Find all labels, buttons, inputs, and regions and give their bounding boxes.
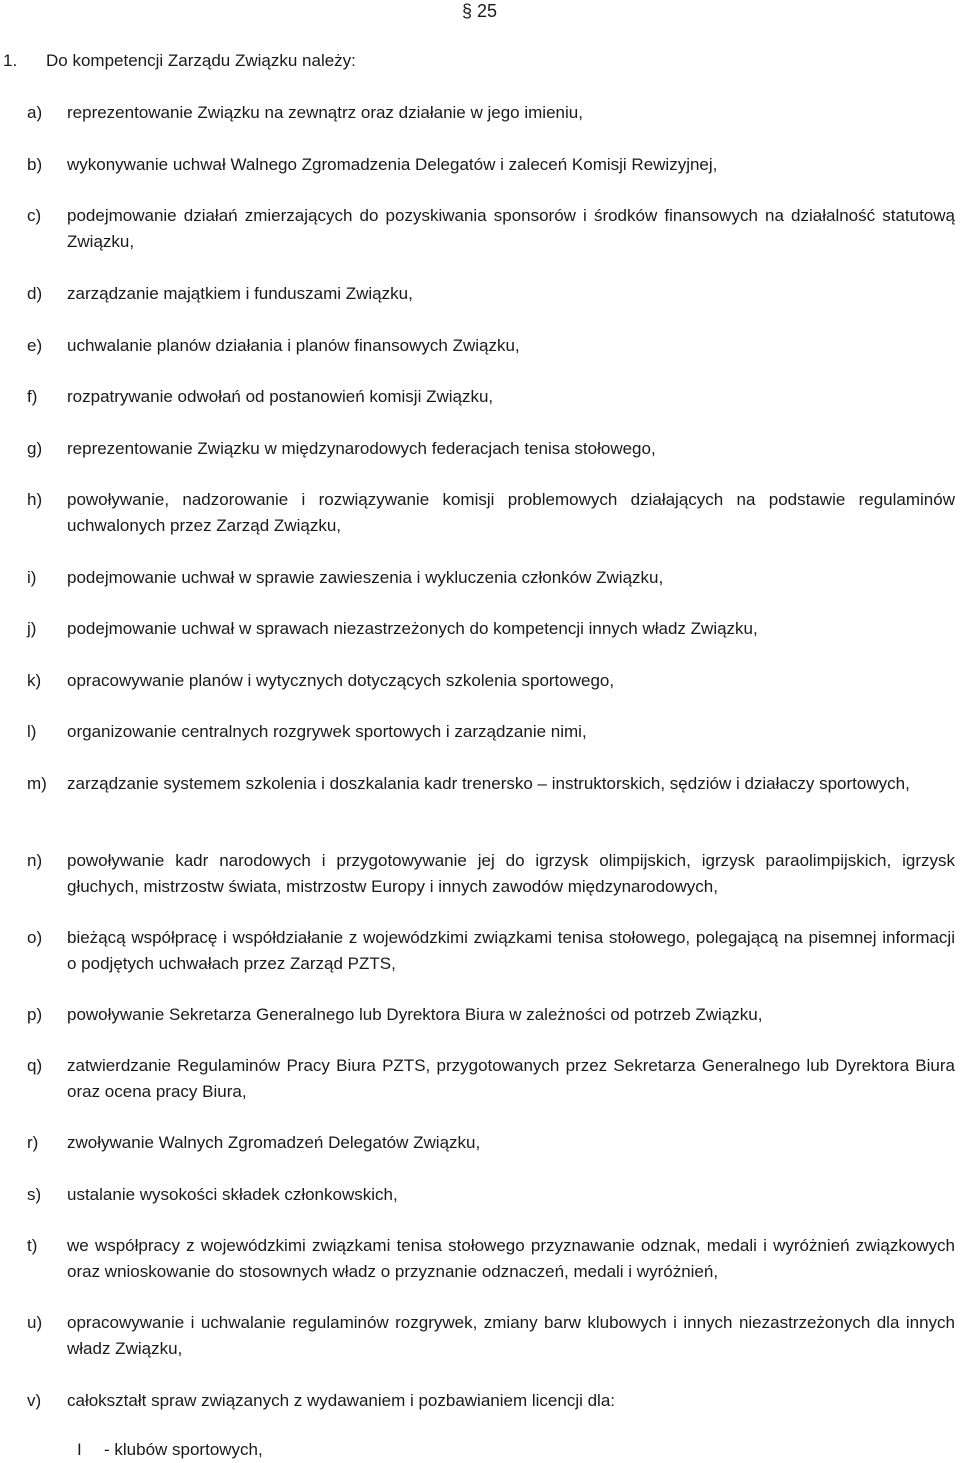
list-item-letter: k) (27, 671, 42, 690)
list-item-text: we współpracy z wojewódzkimi związkami tenisa stołowego przyznawanie odznak, medali i wyróżnień związkowych oraz wnioskowanie do stosownych władz o przyznanie odznaczeń, medali i wyróżnień, (67, 1236, 955, 1281)
list-item-text: rozpatrywanie odwołań od postanowień komisji Związku, (67, 387, 494, 406)
list-item-text: reprezentowanie Związku na zewnątrz oraz działanie w jego imieniu, (67, 103, 583, 122)
list-item-text: reprezentowanie Związku w międzynarodowych federacjach tenisa stołowego, (67, 439, 656, 458)
list-item-letter: o) (27, 928, 43, 947)
list-item-text: zarządzanie majątkiem i funduszami Związku, (67, 284, 413, 303)
list-item-letter: c) (27, 206, 42, 225)
list-item-text: organizowanie centralnych rozgrywek sportowych i zarządzanie nimi, (67, 722, 587, 741)
section-number: § 25 (462, 1, 498, 21)
list-item-letter: h) (27, 490, 43, 509)
list-item-letter: e) (27, 336, 43, 355)
list-item-letter: t) (27, 1236, 38, 1255)
list-item-letter: s) (27, 1185, 42, 1204)
list-item-text: całokształt spraw związanych z wydawaniem i pozbawianiem licencji dla: (67, 1391, 616, 1410)
list-item-text: ustalanie wysokości składek członkowskich, (67, 1185, 398, 1204)
list-item-text: wykonywanie uchwał Walnego Zgromadzenia Delegatów i zaleceń Komisji Rewizyjnej, (67, 155, 718, 174)
list-item-letter: v) (27, 1391, 42, 1410)
list-item-text: zarządzanie systemem szkolenia i doszkalania kadr trenersko – instruktorskich, sędziów i działaczy sportowych, (67, 774, 910, 793)
list-item-text: powoływanie Sekretarza Generalnego lub Dyrektora Biura w zależności od potrzeb Związku, (67, 1005, 763, 1024)
list-item-letter: u) (27, 1313, 43, 1332)
sub-list-item-text: - klubów sportowych, (104, 1440, 263, 1459)
list-item-text: powoływanie, nadzorowanie i rozwiązywanie komisji problemowych działających na podstawie regulaminów uchwalonych przez Zarząd Związku, (67, 490, 955, 535)
list-item-letter: i) (27, 568, 37, 587)
list-item-letter: q) (27, 1056, 43, 1075)
point-heading (0, 48, 960, 74)
list-item-letter: d) (27, 284, 43, 303)
list-item-letter: m) (27, 774, 47, 793)
list-item-text: opracowywanie i uchwalanie regulaminów rozgrywek, zmiany barw klubowych i innych niezastrzeżonych dla innych władz Związku, (67, 1313, 955, 1358)
sub-list-item-numeral: I (77, 1440, 82, 1459)
list-item-letter: p) (27, 1005, 43, 1024)
list-item-letter: n) (27, 851, 43, 870)
list-item-letter: l) (27, 722, 37, 741)
list-item-text: zwoływanie Walnych Zgromadzeń Delegatów Związku, (67, 1133, 481, 1152)
point-number: 1. (3, 51, 18, 70)
list-item-text: podejmowanie uchwał w sprawach niezastrzeżonych do kompetencji innych władz Związku, (67, 619, 758, 638)
list-item-text: podejmowanie działań zmierzających do pozyskiwania sponsorów i środków finansowych na działalność statutową Związku, (67, 206, 955, 251)
list-item-letter: r) (27, 1133, 39, 1152)
list-item-text: opracowywanie planów i wytycznych dotyczących szkolenia sportowego, (67, 671, 615, 690)
list-item-text: uchwalanie planów działania i planów finansowych Związku, (67, 336, 520, 355)
list-item-letter: f) (27, 387, 38, 406)
list-item-letter: j) (27, 619, 37, 638)
sub-list-item (0, 1437, 960, 1463)
list-item-letter: b) (27, 155, 43, 174)
list-item-text: zatwierdzanie Regulaminów Pracy Biura PZTS, przygotowanych przez Sekretarza Generalnego lub Dyrektora Biura oraz ocena pracy Biura, (67, 1056, 955, 1101)
list-item-letter: a) (27, 103, 43, 122)
list-item-text: powoływanie kadr narodowych i przygotowywanie jej do igrzysk olimpijskich, igrzysk paraolimpijskich, igrzysk głuchych, mistrzostw świata, mistrzostw Europy i innych zawodów międzynarodowych, (67, 851, 955, 896)
point-heading-text: Do kompetencji Zarządu Związku należy: (46, 51, 356, 70)
list-item-letter: g) (27, 439, 43, 458)
list-item-text: podejmowanie uchwał w sprawie zawieszenia i wykluczenia członków Związku, (67, 568, 664, 587)
list-item-text: bieżącą współpracę i współdziałanie z wojewódzkimi związkami tenisa stołowego, polegającą na pisemnej informacji o podjętych uchwałach przez Zarząd PZTS, (67, 928, 955, 973)
